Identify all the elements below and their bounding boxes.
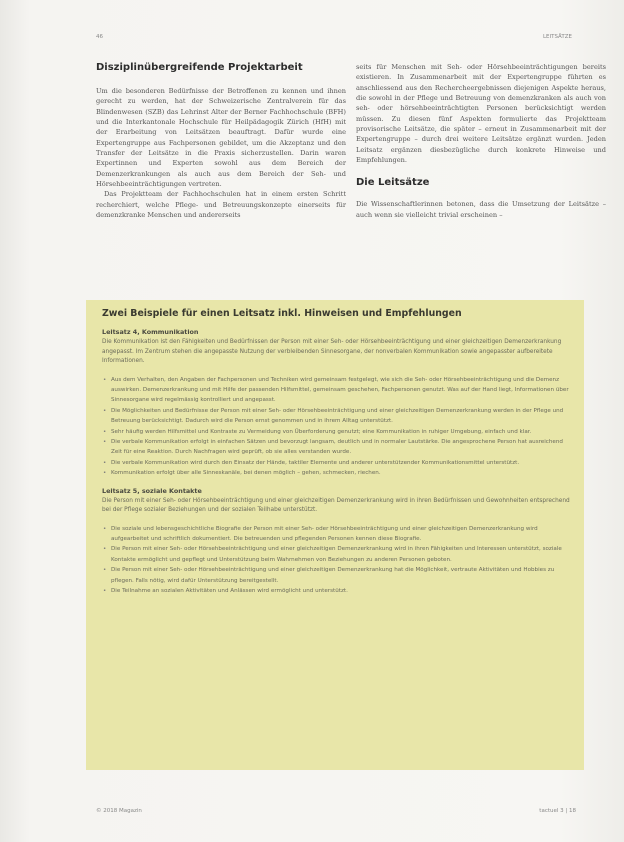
bullet-list — [102, 375, 570, 479]
body-paragraph: Um die besonderen Bedürfnisse der Betroffenen zu kennen und ihnen gerecht zu werden, hat der Schweizerische Zentralverein für das Blindenwesen (SZB) das Lehrinst Alter der Berner Fachhochschule (BFH) und die Interkantonale Hochschule für Heilpädagogik Zürich (HfH) mit der Erarbeitung von Leitsätzen beauftragt. Dafür wurde eine Expertengruppe aus Fachpersonen gebildet, um die Akzeptanz und den Transfer der Leitsätze in die Praxis sicherzustellen. Darin waren Expertinnen und Experten sowohl aus dem Bereich der Demenzerkrankungen als auch aus dem Bereich der Seh- und Hörsehbeeinträchtigungen vertreten. — [96, 87, 346, 189]
box-title: Zwei Beispiele für einen Leitsatz inkl. Hinweisen und Empfehlungen — [102, 308, 462, 319]
list-item: • Die Teilnahme an sozialen Aktivitäten und Anlässen wird ermöglicht und unterstützt. — [102, 586, 570, 596]
list-item: • Die verbale Kommunikation wird durch den Einsatz der Hände, taktiler Elemente und anderer unterstützender Kommunikationsmittel unterstützt. — [102, 458, 570, 468]
list-item: • Die verbale Kommunikation erfolgt in einfachen Sätzen und bevorzugt langsam, deutlich und in normaler Lautstärke. Die angesprochene Person hat ausreichend Zeit für eine Reaktion. Durch Nachfragen wird geprüft, ob sie alles verstanden wurde. — [102, 437, 570, 458]
running-head — [96, 34, 572, 40]
box-section-lead: Die Kommunikation ist den Fähigkeiten und Bedürfnissen der Person mit einer Seh- oder Hörsehbeeinträchtigung und einer gleichzeitigen Demenzerkrankung angepasst. Im Zentrum stehen die angepasste Nutzung der verbleibenden Sinnesorgane, der nonverbalen Kommunikation sowie angepasster aufbereitete Informationen. — [102, 339, 562, 364]
list-item: • Kommunikation erfolgt über alle Sinneskanäle, bei denen möglich – gehen, schmecken, riechen. — [102, 468, 570, 478]
info-box — [86, 300, 584, 770]
section-label: LEITSÄTZE — [542, 34, 572, 40]
list-item: • Die soziale und lebensgeschichtliche Biografie der Person mit einer Seh- oder Hörsehbeeinträchtigung und einer gleichzeitigen Demenzerkrankung wird aufgearbeitet und schriftlich dokumentiert. Die betreuenden und pflegenden Personen kennen diese Biografie. — [102, 524, 570, 545]
list-item: • Die Möglichkeiten und Bedürfnisse der Person mit einer Seh- oder Hörsehbeeinträchtigung und einer gleichzeitigen Demenzerkrankung werden in der Pflege und Betreuung berücksichtigt. Dadurch wird die Person ernst genommen und in ihrem Alltag unterstützt. — [102, 406, 570, 427]
box-section — [102, 328, 570, 479]
body-paragraph: Die Wissenschaftlerinnen betonen, dass die Umsetzung der Leitsätze – auch wenn sie vielleicht trivial erscheinen – — [356, 200, 606, 219]
left-column — [96, 62, 346, 220]
body-paragraph: seits für Menschen mit Seh- oder Hörsehbeeinträchtigungen bereits existieren. In Zusammenarbeit mit der Expertengruppe führten es anschliessend aus den Rechercheergebnissen diejenigen Aspekte heraus, die sowohl in der Pflege und Betreuung von demenzkranken als auch von seh- oder hörsehbeeinträchtigten Personen berücksichtigt werden müssen. Zu diesen fünf Aspekten formulierte das Projektteam provisorische Leitsätze, die später – erneut in Zusammenarbeit mit der Expertengruppe – durch drei weitere Leitsätze ergänzt wurden. Jeden Leitsatz ergänzen diesbezügliche durch konkrete Hinweise und Empfehlungen. — [356, 63, 606, 165]
bullet-list — [102, 524, 570, 597]
section-heading: Disziplinübergreifende Projektarbeit — [96, 62, 303, 73]
right-column — [356, 62, 606, 220]
page-footer — [96, 808, 576, 814]
list-item: • Sehr häufig werden Hilfsmittel und Kontraste zu Vermeidung von Überforderung genutzt; eine Kommunikation in ruhiger Umgebung, einfach und klar. — [102, 427, 570, 437]
footer-copyright: © 2018 Magazin — [96, 808, 142, 814]
box-section-lead: Die Person mit einer Seh- oder Hörsehbeeinträchtigung und einer gleichzeitigen Demenzerkrankung wird in ihren Bedürfnissen und Gewohnheiten entsprechend bei der Pflege sozialer Beziehungen und der sozialen Teilhabe unterstützt. — [102, 497, 570, 514]
footer-issue: tactuel 3 | 18 — [539, 808, 576, 814]
list-item: • Die Person mit einer Seh- oder Hörsehbeeinträchtigung und einer gleichzeitigen Demenzerkrankung wird in ihren Fähigkeiten und Interessen unterstützt, soziale Kontakte ermöglicht und gepflegt und Unterstützung beim Wahrnehmen von Beziehungen zu anderen Personen geboten. — [102, 544, 570, 565]
body-paragraph: Das Projektteam der Fachhochschulen hat in einem ersten Schritt recherchiert, welche Pflege- und Betreuungskonzepte einerseits für demenzkranke Menschen und andererseits — [96, 190, 346, 220]
box-section — [102, 487, 570, 597]
box-section-heading: Leitsatz 5, soziale Kontakte — [102, 486, 202, 495]
section-heading: Die Leitsätze — [356, 177, 430, 189]
page-number: 46 — [96, 34, 103, 40]
list-item: • Aus dem Verhalten, den Angaben der Fachpersonen und Techniken wird gemeinsam festgelegt, wie sich die Seh- oder Hörsehbeeinträchtigung und die Demenz auswirken. Demenzerkrankung und mit Hilfe der passenden Hilfsmittel, gemeinsam geschehen, Fachpersonen genutzt. Was auf der Hand liegt, Informationen über Sinnesorgane wird regelmässig kontrolliert und angepasst. — [102, 375, 570, 406]
list-item: • Die Person mit einer Seh- oder Hörsehbeeinträchtigung und einer gleichzeitigen Demenzerkrankung hat die Möglichkeit, vertraute Aktivitäten und Hobbies zu pflegen. Falls nötig, wird dafür Unterstützung bereitgestellt. — [102, 565, 570, 586]
box-section-heading: Leitsatz 4, Kommunikation — [102, 328, 199, 336]
